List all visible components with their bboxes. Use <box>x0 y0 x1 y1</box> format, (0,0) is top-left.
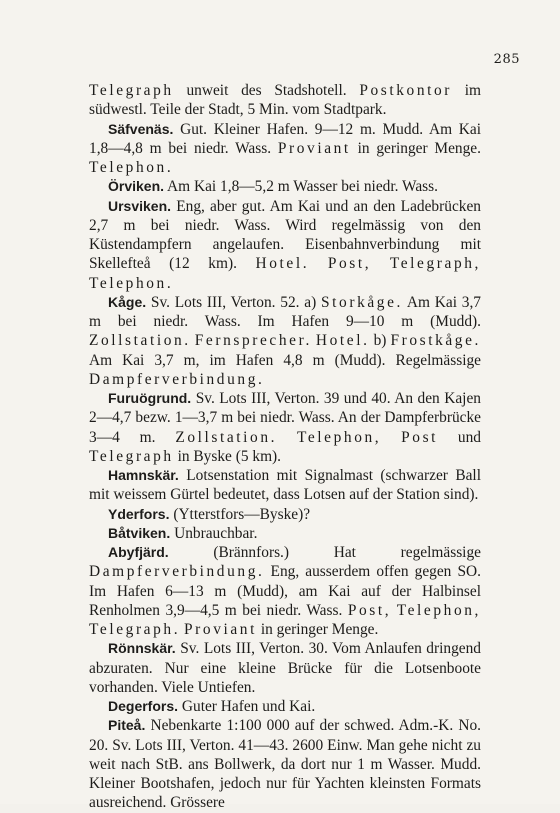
paragraph <box>89 197 481 293</box>
paragraph <box>89 543 481 639</box>
text-run <box>277 429 297 446</box>
text-run: Am Kai 3,7 m, im Hafen 4,8 m (Mudd). Regelmässige <box>89 351 481 369</box>
spaced-term: Hotel. <box>255 255 310 273</box>
text-run: Am Kai 3,7 m bei niedr. Wass. Im Hafen 9—10 m (Mudd). <box>89 293 481 330</box>
spaced-term: Frostkåge. <box>390 332 481 350</box>
text-run: (Brännfors.) Hat regelmässige <box>168 544 481 561</box>
paragraph <box>89 293 481 389</box>
place-name: Hamnskär. <box>108 467 179 483</box>
place-name: Furuögrund. <box>108 390 192 406</box>
text-run: Nebenkarte 1:100 000 auf der schwed. Adm.-K. No. 20. Sv. Lots III, Verton. 41—43. 2600 Einw. Man gehe nicht zu weit nach StB. ans Bollwerk, da dort nur 1 m Wasser. Mudd. Kleiner Bootshafen, jedoch nur für Yachten kleinsten Formats ausreichend. Grössere <box>89 717 481 812</box>
spaced-term: Postkontor <box>359 82 453 99</box>
text-run: in geringer Menge. <box>350 139 481 157</box>
place-name: Säfvenäs. <box>108 120 174 137</box>
text-run: und <box>438 428 481 446</box>
text-run: Lotsenstation mit Signalmast (schwarzer Ball mit weissem Gürtel bedeutet, dass Lotsen auf der Station sind). <box>89 467 481 504</box>
paragraph <box>89 716 481 812</box>
text-run: b) <box>369 332 391 350</box>
spaced-term: Zollstation. <box>89 332 191 350</box>
place-name: Degerfors. <box>108 698 179 714</box>
paragraph <box>89 505 481 524</box>
paragraph <box>89 177 481 196</box>
text-run: Am Kai 1,8—5,2 m Wasser bei niedr. Wass. <box>164 178 438 196</box>
spaced-term: Proviant <box>184 621 257 638</box>
spaced-term: Hotel. <box>315 332 370 350</box>
place-name: Rönnskär. <box>108 640 176 657</box>
page-number: 285 <box>493 52 520 67</box>
spaced-term: Telegraph <box>89 82 174 99</box>
body-text <box>89 81 481 813</box>
paragraph <box>89 466 481 505</box>
place-name: Båtviken. <box>108 524 171 541</box>
text-run: Eng, aber gut. Am Kai und an den Ladebrücken 2,7 m bei niedr. Wass. Wird regelmässig von den Küstendampfern angelaufen. Eisenbahnverbindung mit Skellefteå (12 km). <box>89 197 481 273</box>
spaced-term: Telephon. <box>89 159 174 176</box>
text-run: (Ytterstfors—Byske)? <box>169 505 311 523</box>
spaced-term: Proviant <box>277 139 351 157</box>
text-run: Gut. Kleiner Hafen. 9—12 m. Mudd. Am Kai 1,8—4,8 m bei niedr. Wass. <box>89 120 481 157</box>
text-run: Sv. Lots III, Verton. 30. Vom Anlaufen dringend abzuraten. Nur eine kleine Brücke für die Lotsenboote vorhanden. Viele Untiefen. <box>89 640 481 696</box>
text-run <box>371 255 390 272</box>
place-name: Yderfors. <box>108 505 170 522</box>
place-name: Abyfjärd. <box>108 544 169 560</box>
spaced-term: Telegraph, <box>389 255 481 273</box>
paragraph <box>89 524 481 543</box>
text-run: in geringer Menge. <box>256 621 379 638</box>
spaced-term: Post, <box>347 601 392 619</box>
text-run <box>309 255 328 272</box>
text-run: in Byske (5 km). <box>173 447 282 465</box>
text-run: Sv. Lots III, Verton. 52. a) <box>146 293 322 311</box>
spaced-term: Zollstation. <box>175 428 278 446</box>
spaced-term: Storkåge. <box>321 293 403 311</box>
text-run: Eng, ausserdem offen gegen SO. Im Hafen 6—13 m (Mudd), am Kai auf der Halbinsel Renholmen 3,9—4,5 m bei niedr. Wass. <box>89 563 481 619</box>
spaced-term: Dampferverbindung. <box>89 563 265 581</box>
paragraph <box>89 120 481 178</box>
paragraph <box>89 389 481 466</box>
place-name: Ursviken. <box>108 197 172 214</box>
spaced-term: Post, <box>327 255 372 273</box>
text-run: Guter Hafen und Kai. <box>178 698 316 715</box>
paragraph <box>89 697 481 716</box>
spaced-term: Telegraph. <box>89 621 181 638</box>
spaced-term: Telephon, <box>396 601 481 619</box>
place-name: Örviken. <box>108 178 165 195</box>
text-run: unweit des Stadshotell. <box>173 82 360 99</box>
place-name: Piteå. <box>108 717 146 734</box>
place-name: Kåge. <box>108 293 147 310</box>
text-run: Unbrauchbar. <box>170 524 258 542</box>
spaced-term: Telephon, <box>296 428 382 446</box>
text-run: Sv. Lots III, Verton. 39 und 40. An den Kajen 2—4,7 bezw. 1—3,7 m bei niedr. Wass. An der Dampferbrücke 3—4 m. <box>89 390 481 446</box>
spaced-term: Telephon. <box>89 274 174 292</box>
spaced-term: Post <box>401 428 439 446</box>
spaced-term: Dampferverbindung. <box>89 370 265 388</box>
paragraph <box>89 639 481 697</box>
text-run: im südwestl. Teile der Stadt, 5 Min. vom Stadtpark. <box>89 82 481 119</box>
spaced-term: Fernsprecher. <box>194 332 312 350</box>
paragraph <box>89 81 481 120</box>
text-run <box>381 429 401 446</box>
spaced-term: Telegraph <box>89 447 174 465</box>
